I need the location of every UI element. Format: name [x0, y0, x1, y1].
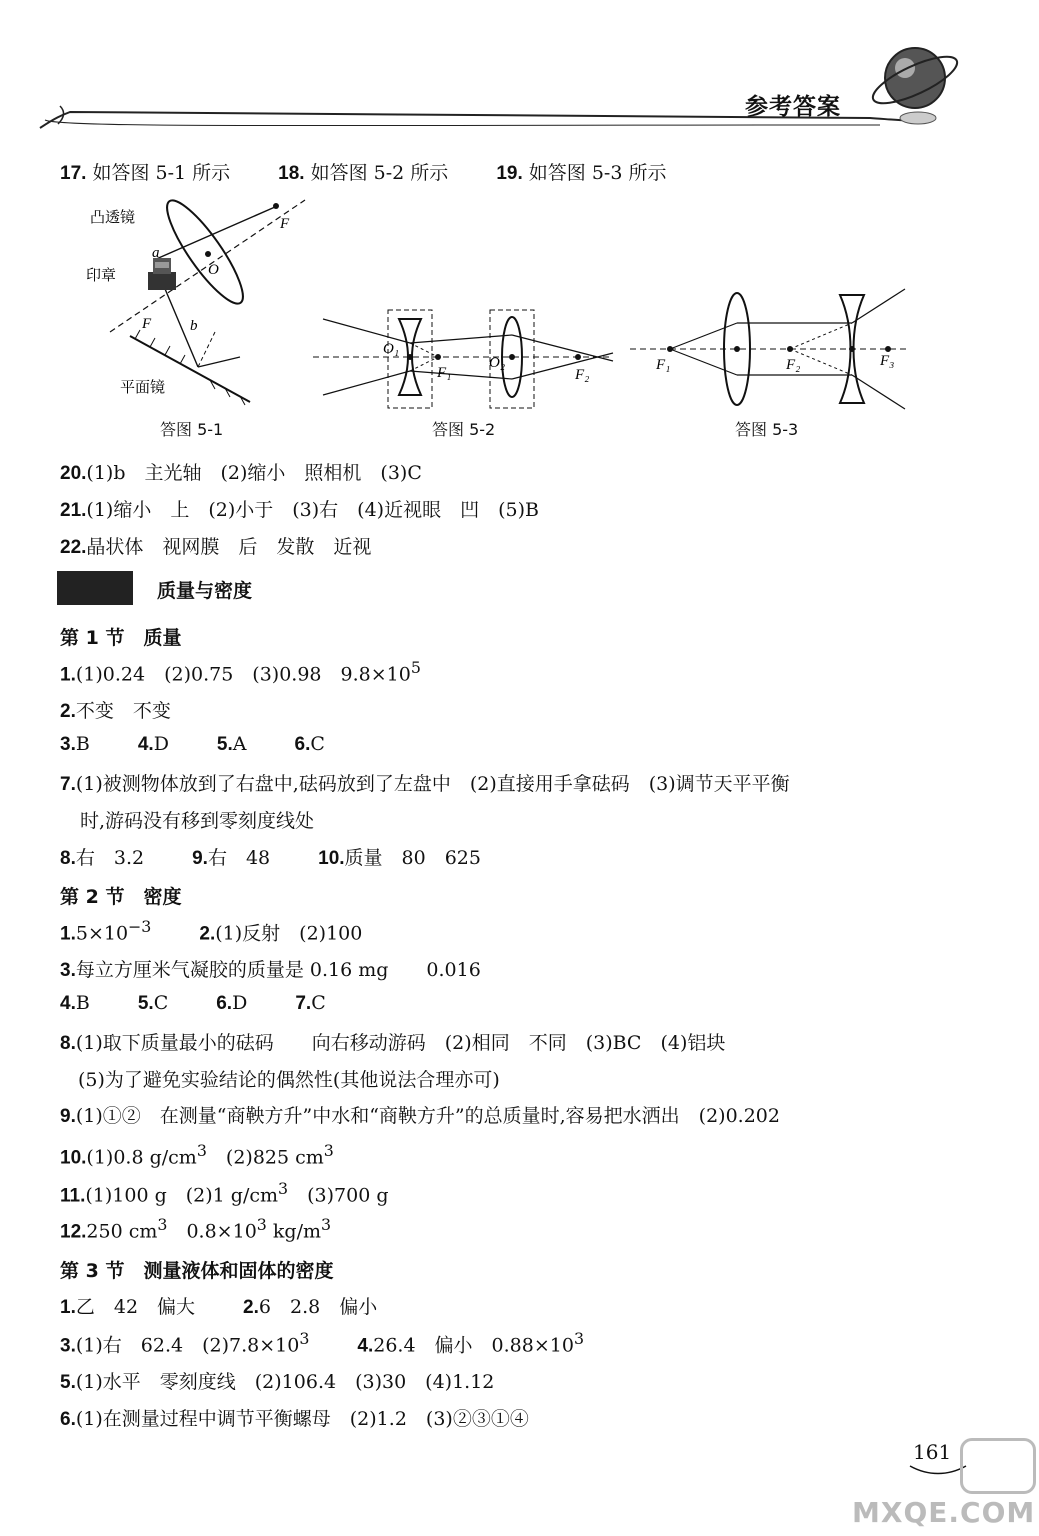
q20-line: 20.(1)b 主光轴 (2)缩小 照相机 (3)C [60, 462, 422, 484]
page-number: 161 [913, 1440, 952, 1464]
svg-text:F₂: F₂ [575, 367, 590, 383]
page-number-underline [908, 1462, 968, 1478]
figure-5-1 [80, 192, 340, 422]
caption-5-3: 答图 5-3 [735, 420, 799, 439]
header-title: 参考答案 [745, 94, 841, 120]
s2-line-4: 4.B 5.C 6.D 7.C [60, 992, 326, 1014]
svg-text:F: F [142, 316, 152, 332]
s2-line-11: 11.(1)100 g (2)1 $g/cm^3$ (3)700 g [60, 1179, 389, 1207]
ring-icon [900, 112, 936, 124]
svg-text:F₃: F₃ [880, 353, 895, 369]
s3-line-1: 1.乙 42 偏大 2.6 2.8 偏小 [60, 1296, 378, 1318]
watermark-text: MXQE.COM [852, 1496, 1036, 1529]
chapter-title: 质量与密度 [157, 580, 253, 602]
caption-5-1: 答图 5-1 [160, 420, 224, 439]
q17-19-line: 17. 如答图 5-1 所示 18. 如答图 5-2 所示 19. 如答图 5-3 所示 [60, 162, 667, 184]
s2-line-12: 12.250 $cm^3$ $0.8\times 10^3$ $kg/m^3$ [60, 1215, 332, 1243]
stamp-icon [148, 258, 176, 290]
s1-line-3: 3.B 4.D 5.A 6.C [60, 733, 325, 755]
chapter-badge [57, 571, 133, 605]
s2-line-1: $1.5\times 10^{-3}$ 2.(1)反射 (2)100 [60, 917, 363, 945]
caption-5-2: 答图 5-2 [432, 420, 496, 439]
svg-text:O₂: O₂ [489, 355, 506, 371]
s1-line-1: 1.(1)0.24 (2)0.75 (3)0.98 $9.8\times 10^5$ [60, 658, 421, 686]
svg-text:印章: 印章 [86, 266, 117, 284]
section-3-title: 第 3 节 测量液体和固体的密度 [60, 1260, 334, 1282]
svg-text:平面镜: 平面镜 [120, 378, 166, 396]
s2-line-10: 10.(1)0.8 $g/cm^3$ (2)825 $cm^3$ [60, 1141, 334, 1169]
s2-line-9: 9.(1)①② 在测量“商鞅方升”中水和“商鞅方升”的总质量时,容易把水洒出 (2)0.202 [60, 1105, 780, 1127]
s3-line-3: 3.(1)右 62.4 $(2)7.8\times 10^3$ 4.26.4 偏小 $0.88\times 10^3$ [60, 1329, 585, 1357]
figure-5-3 [630, 287, 915, 417]
svg-text:O₁: O₁ [383, 341, 400, 357]
svg-text:F₁: F₁ [437, 365, 452, 381]
svg-text:F₂: F₂ [786, 357, 801, 373]
svg-text:凸透镜: 凸透镜 [90, 208, 136, 226]
globe-icon [867, 48, 962, 112]
s1-line-2: 2.不变 不变 [60, 700, 171, 722]
s3-line-5: 5.(1)水平 零刻度线 (2)106.4 (3)30 (4)1.12 [60, 1371, 495, 1393]
s2-line-8b: (5)为了避免实验结论的偶然性(其他说法合理亦可) [78, 1069, 500, 1091]
q22-line: 22.晶状体 视网膜 后 发散 近视 [60, 536, 372, 558]
s3-line-6: 6.(1)在测量过程中调节平衡螺母 (2)1.2 (3)②③①④ [60, 1408, 529, 1430]
header-decoration [0, 0, 1039, 140]
s1-line-7b: 时,游码没有移到零刻度线处 [80, 810, 315, 832]
s2-line-3: 3.每立方厘米气凝胶的质量是 0.16 mg 0.016 [60, 959, 481, 981]
svg-text:F₁: F₁ [656, 357, 671, 373]
svg-text:a: a [152, 245, 160, 261]
svg-text:O: O [208, 262, 219, 278]
section-1-title: 第 1 节 质量 [60, 627, 182, 649]
svg-text:b: b [190, 318, 198, 334]
section-2-title: 第 2 节 密度 [60, 886, 182, 908]
svg-text:F: F [280, 216, 290, 232]
watermark-logo [960, 1438, 1036, 1494]
s2-line-8a: 8.(1)取下质量最小的砝码 向右移动游码 (2)相同 不同 (3)BC (4)铝块 [60, 1032, 726, 1054]
figure-5-2 [313, 305, 623, 415]
s1-line-7a: 7.(1)被测物体放到了右盘中,砝码放到了左盘中 (2)直接用手拿砝码 (3)调节天平平衡 [60, 773, 790, 795]
q21-line: 21.(1)缩小 上 (2)小于 (3)右 (4)近视眼 凹 (5)B [60, 499, 539, 521]
s1-line-8: 8.右 3.2 9.右 48 10.质量 80 625 [60, 847, 481, 869]
